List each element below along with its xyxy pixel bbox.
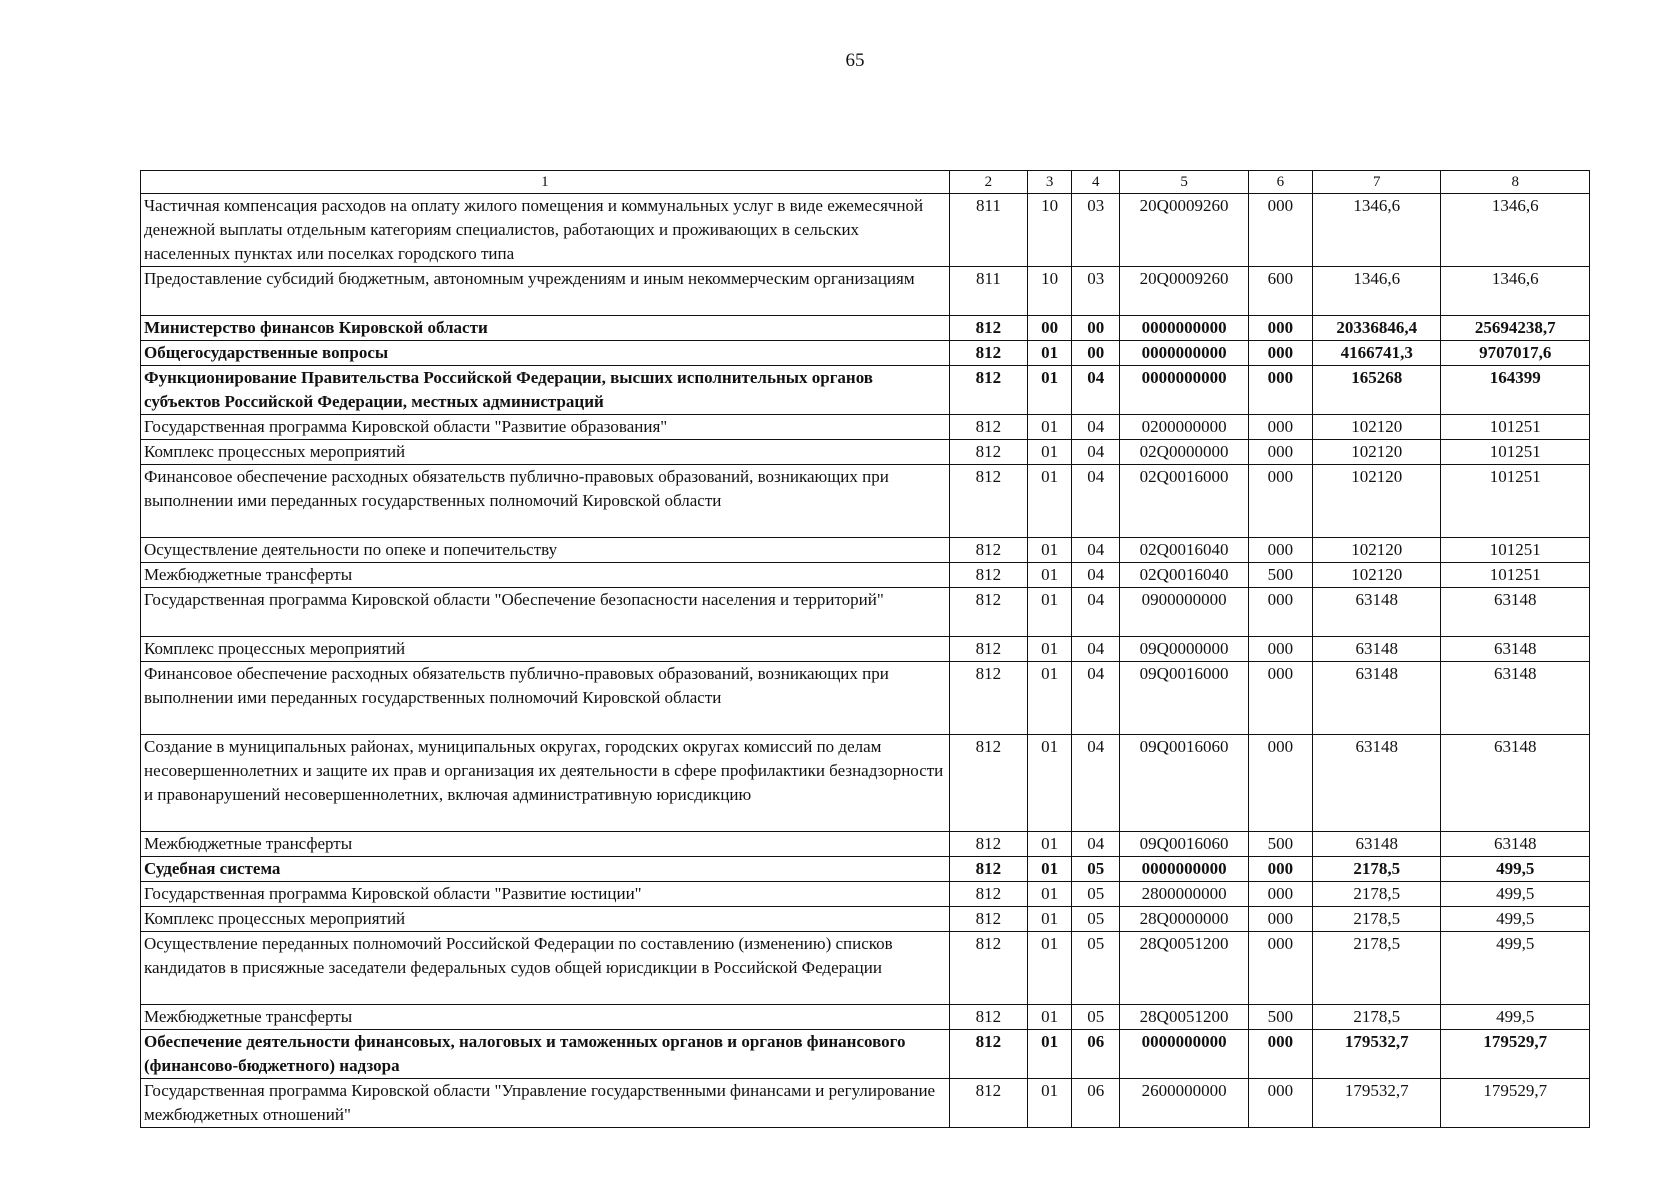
grbs-code-cell: 812 — [949, 366, 1027, 415]
row-name-cell: Предоставление субсидий бюджетным, автономным учреждениям и иным некоммерческим организациям — [141, 267, 950, 316]
amount-year1-cell: 63148 — [1313, 637, 1441, 662]
row-name-cell: Функционирование Правительства Российской Федерации, высших исполнительных органов субъектов Российской Федерации, местных администраций — [141, 366, 950, 415]
expense-type-cell: 500 — [1248, 1005, 1312, 1030]
row-name-cell: Судебная система — [141, 857, 950, 882]
target-article-cell: 0000000000 — [1120, 341, 1248, 366]
grbs-code-cell: 812 — [949, 662, 1027, 735]
page-number: 65 — [845, 50, 865, 71]
section-code-cell: 01 — [1028, 1030, 1072, 1079]
table-row — [141, 440, 1590, 465]
column-header: 2 — [949, 171, 1027, 194]
amount-year2-cell: 499,5 — [1441, 932, 1590, 1005]
amount-year2-cell: 101251 — [1441, 465, 1590, 538]
section-code-cell: 01 — [1028, 465, 1072, 538]
amount-year1-cell: 63148 — [1313, 662, 1441, 735]
amount-year1-cell: 63148 — [1313, 832, 1441, 857]
table-row — [141, 538, 1590, 563]
amount-year1-cell: 63148 — [1313, 735, 1441, 832]
grbs-code-cell: 812 — [949, 1079, 1027, 1128]
amount-year1-cell: 102120 — [1313, 563, 1441, 588]
target-article-cell: 2800000000 — [1120, 882, 1248, 907]
expense-type-cell: 000 — [1248, 662, 1312, 735]
section-code-cell: 01 — [1028, 832, 1072, 857]
subsection-code-cell: 04 — [1072, 735, 1120, 832]
column-header: 1 — [141, 171, 950, 194]
table-row — [141, 194, 1590, 267]
amount-year1-cell: 2178,5 — [1313, 932, 1441, 1005]
table-row — [141, 932, 1590, 1005]
section-code-cell: 10 — [1028, 267, 1072, 316]
row-name-cell: Частичная компенсация расходов на оплату жилого помещения и коммунальных услуг в виде ежемесячной денежной выплаты отдельным категориям специалистов, работающих и проживающих в сельских населенных пунктах или поселках городского типа — [141, 194, 950, 267]
expense-type-cell: 500 — [1248, 832, 1312, 857]
target-article-cell: 09Q0000000 — [1120, 637, 1248, 662]
grbs-code-cell: 812 — [949, 316, 1027, 341]
row-name-cell: Межбюджетные трансферты — [141, 563, 950, 588]
grbs-code-cell: 812 — [949, 637, 1027, 662]
table-row — [141, 637, 1590, 662]
table-row — [141, 857, 1590, 882]
expense-type-cell: 000 — [1248, 316, 1312, 341]
row-name-cell: Государственная программа Кировской области "Управление государственными финансами и регулирование межбюджетных отношений" — [141, 1079, 950, 1128]
amount-year1-cell: 2178,5 — [1313, 907, 1441, 932]
subsection-code-cell: 04 — [1072, 366, 1120, 415]
target-article-cell: 02Q0000000 — [1120, 440, 1248, 465]
section-code-cell: 01 — [1028, 366, 1072, 415]
subsection-code-cell: 03 — [1072, 194, 1120, 267]
subsection-code-cell: 04 — [1072, 538, 1120, 563]
subsection-code-cell: 05 — [1072, 907, 1120, 932]
subsection-code-cell: 04 — [1072, 563, 1120, 588]
amount-year2-cell: 101251 — [1441, 538, 1590, 563]
amount-year2-cell: 1346,6 — [1441, 194, 1590, 267]
section-code-cell: 01 — [1028, 932, 1072, 1005]
row-name-cell: Государственная программа Кировской области "Развитие образования" — [141, 415, 950, 440]
amount-year1-cell: 4166741,3 — [1313, 341, 1441, 366]
expense-type-cell: 000 — [1248, 735, 1312, 832]
subsection-code-cell: 04 — [1072, 588, 1120, 637]
expense-type-cell: 000 — [1248, 440, 1312, 465]
amount-year1-cell: 102120 — [1313, 415, 1441, 440]
subsection-code-cell: 03 — [1072, 267, 1120, 316]
row-name-cell: Обеспечение деятельности финансовых, налоговых и таможенных органов и органов финансового (финансово-бюджетного) надзора — [141, 1030, 950, 1079]
subsection-code-cell: 04 — [1072, 440, 1120, 465]
table-row — [141, 1079, 1590, 1128]
table-row — [141, 465, 1590, 538]
expense-type-cell: 000 — [1248, 637, 1312, 662]
column-header: 3 — [1028, 171, 1072, 194]
amount-year1-cell: 179532,7 — [1313, 1079, 1441, 1128]
table-row — [141, 662, 1590, 735]
amount-year1-cell: 102120 — [1313, 440, 1441, 465]
amount-year1-cell: 2178,5 — [1313, 857, 1441, 882]
row-name-cell: Осуществление деятельности по опеке и попечительству — [141, 538, 950, 563]
amount-year1-cell: 179532,7 — [1313, 1030, 1441, 1079]
table-header-row — [141, 171, 1590, 194]
row-name-cell: Государственная программа Кировской области "Обеспечение безопасности населения и территорий" — [141, 588, 950, 637]
section-code-cell: 01 — [1028, 1079, 1072, 1128]
row-name-cell: Министерство финансов Кировской области — [141, 316, 950, 341]
subsection-code-cell: 06 — [1072, 1030, 1120, 1079]
target-article-cell: 0000000000 — [1120, 1030, 1248, 1079]
section-code-cell: 01 — [1028, 882, 1072, 907]
grbs-code-cell: 812 — [949, 832, 1027, 857]
column-header: 4 — [1072, 171, 1120, 194]
expense-type-cell: 000 — [1248, 465, 1312, 538]
budget-table — [140, 170, 1590, 1128]
grbs-code-cell: 812 — [949, 882, 1027, 907]
table-row — [141, 588, 1590, 637]
table-row — [141, 1030, 1590, 1079]
amount-year1-cell: 102120 — [1313, 538, 1441, 563]
amount-year2-cell: 499,5 — [1441, 1005, 1590, 1030]
section-code-cell: 01 — [1028, 662, 1072, 735]
amount-year2-cell: 63148 — [1441, 588, 1590, 637]
section-code-cell: 01 — [1028, 415, 1072, 440]
table-row — [141, 316, 1590, 341]
target-article-cell: 28Q0000000 — [1120, 907, 1248, 932]
table-row — [141, 735, 1590, 832]
target-article-cell: 0000000000 — [1120, 316, 1248, 341]
target-article-cell: 09Q0016000 — [1120, 662, 1248, 735]
target-article-cell: 02Q0016040 — [1120, 563, 1248, 588]
amount-year1-cell: 2178,5 — [1313, 1005, 1441, 1030]
row-name-cell: Комплекс процессных мероприятий — [141, 637, 950, 662]
target-article-cell: 02Q0016040 — [1120, 538, 1248, 563]
target-article-cell: 2600000000 — [1120, 1079, 1248, 1128]
amount-year2-cell: 101251 — [1441, 415, 1590, 440]
amount-year2-cell: 499,5 — [1441, 857, 1590, 882]
section-code-cell: 01 — [1028, 341, 1072, 366]
amount-year2-cell: 101251 — [1441, 563, 1590, 588]
expense-type-cell: 000 — [1248, 932, 1312, 1005]
subsection-code-cell: 00 — [1072, 316, 1120, 341]
section-code-cell: 01 — [1028, 857, 1072, 882]
target-article-cell: 0900000000 — [1120, 588, 1248, 637]
target-article-cell: 0200000000 — [1120, 415, 1248, 440]
expense-type-cell: 000 — [1248, 415, 1312, 440]
subsection-code-cell: 04 — [1072, 637, 1120, 662]
amount-year2-cell: 179529,7 — [1441, 1030, 1590, 1079]
amount-year2-cell: 25694238,7 — [1441, 316, 1590, 341]
table-row — [141, 563, 1590, 588]
amount-year2-cell: 9707017,6 — [1441, 341, 1590, 366]
amount-year2-cell: 499,5 — [1441, 882, 1590, 907]
amount-year2-cell: 1346,6 — [1441, 267, 1590, 316]
subsection-code-cell: 05 — [1072, 1005, 1120, 1030]
expense-type-cell: 000 — [1248, 1030, 1312, 1079]
grbs-code-cell: 812 — [949, 440, 1027, 465]
table-row — [141, 341, 1590, 366]
grbs-code-cell: 811 — [949, 194, 1027, 267]
grbs-code-cell: 812 — [949, 415, 1027, 440]
grbs-code-cell: 812 — [949, 563, 1027, 588]
amount-year2-cell: 63148 — [1441, 662, 1590, 735]
row-name-cell: Государственная программа Кировской области "Развитие юстиции" — [141, 882, 950, 907]
grbs-code-cell: 812 — [949, 932, 1027, 1005]
row-name-cell: Финансовое обеспечение расходных обязательств публично-правовых образований, возникающих при выполнении ими переданных государственных полномочий Кировской области — [141, 465, 950, 538]
section-code-cell: 01 — [1028, 735, 1072, 832]
section-code-cell: 01 — [1028, 907, 1072, 932]
target-article-cell: 28Q0051200 — [1120, 932, 1248, 1005]
amount-year1-cell: 165268 — [1313, 366, 1441, 415]
subsection-code-cell: 04 — [1072, 832, 1120, 857]
table-row — [141, 882, 1590, 907]
column-header: 7 — [1313, 171, 1441, 194]
section-code-cell: 01 — [1028, 1005, 1072, 1030]
table-body — [141, 194, 1590, 1128]
subsection-code-cell: 05 — [1072, 857, 1120, 882]
amount-year2-cell: 164399 — [1441, 366, 1590, 415]
section-code-cell: 00 — [1028, 316, 1072, 341]
subsection-code-cell: 04 — [1072, 415, 1120, 440]
expense-type-cell: 000 — [1248, 857, 1312, 882]
row-name-cell: Комплекс процессных мероприятий — [141, 907, 950, 932]
row-name-cell: Межбюджетные трансферты — [141, 832, 950, 857]
column-header: 5 — [1120, 171, 1248, 194]
amount-year1-cell: 63148 — [1313, 588, 1441, 637]
subsection-code-cell: 04 — [1072, 662, 1120, 735]
expense-type-cell: 600 — [1248, 267, 1312, 316]
amount-year1-cell: 1346,6 — [1313, 267, 1441, 316]
subsection-code-cell: 06 — [1072, 1079, 1120, 1128]
target-article-cell: 09Q0016060 — [1120, 832, 1248, 857]
grbs-code-cell: 812 — [949, 538, 1027, 563]
row-name-cell: Общегосударственные вопросы — [141, 341, 950, 366]
grbs-code-cell: 811 — [949, 267, 1027, 316]
table-row — [141, 366, 1590, 415]
target-article-cell: 09Q0016060 — [1120, 735, 1248, 832]
grbs-code-cell: 812 — [949, 1030, 1027, 1079]
grbs-code-cell: 812 — [949, 735, 1027, 832]
expense-type-cell: 000 — [1248, 341, 1312, 366]
table-row — [141, 267, 1590, 316]
amount-year2-cell: 179529,7 — [1441, 1079, 1590, 1128]
expense-type-cell: 000 — [1248, 538, 1312, 563]
amount-year2-cell: 63148 — [1441, 832, 1590, 857]
subsection-code-cell: 05 — [1072, 882, 1120, 907]
column-header: 6 — [1248, 171, 1312, 194]
amount-year2-cell: 499,5 — [1441, 907, 1590, 932]
expense-type-cell: 000 — [1248, 907, 1312, 932]
amount-year2-cell: 63148 — [1441, 637, 1590, 662]
grbs-code-cell: 812 — [949, 857, 1027, 882]
row-name-cell: Комплекс процессных мероприятий — [141, 440, 950, 465]
subsection-code-cell: 04 — [1072, 465, 1120, 538]
amount-year1-cell: 2178,5 — [1313, 882, 1441, 907]
grbs-code-cell: 812 — [949, 341, 1027, 366]
row-name-cell: Межбюджетные трансферты — [141, 1005, 950, 1030]
amount-year2-cell: 101251 — [1441, 440, 1590, 465]
row-name-cell: Осуществление переданных полномочий Российской Федерации по составлению (изменению) списков кандидатов в присяжные заседатели федеральных судов общей юрисдикции в Российской Федерации — [141, 932, 950, 1005]
table-row — [141, 1005, 1590, 1030]
table-row — [141, 907, 1590, 932]
amount-year1-cell: 20336846,4 — [1313, 316, 1441, 341]
amount-year1-cell: 102120 — [1313, 465, 1441, 538]
amount-year1-cell: 1346,6 — [1313, 194, 1441, 267]
expense-type-cell: 000 — [1248, 1079, 1312, 1128]
expense-type-cell: 000 — [1248, 588, 1312, 637]
table-row — [141, 832, 1590, 857]
section-code-cell: 01 — [1028, 440, 1072, 465]
expense-type-cell: 500 — [1248, 563, 1312, 588]
expense-type-cell: 000 — [1248, 194, 1312, 267]
section-code-cell: 01 — [1028, 637, 1072, 662]
row-name-cell: Создание в муниципальных районах, муниципальных округах, городских округах комиссий по делам несовершеннолетних и защите их прав и организация их деятельности в сфере профилактики безнадзорности и правонарушений несовершеннолетних, включая административную юрисдикцию — [141, 735, 950, 832]
target-article-cell: 20Q0009260 — [1120, 267, 1248, 316]
target-article-cell: 0000000000 — [1120, 366, 1248, 415]
target-article-cell: 0000000000 — [1120, 857, 1248, 882]
subsection-code-cell: 00 — [1072, 341, 1120, 366]
grbs-code-cell: 812 — [949, 465, 1027, 538]
target-article-cell: 28Q0051200 — [1120, 1005, 1248, 1030]
amount-year2-cell: 63148 — [1441, 735, 1590, 832]
section-code-cell: 10 — [1028, 194, 1072, 267]
section-code-cell: 01 — [1028, 588, 1072, 637]
subsection-code-cell: 05 — [1072, 932, 1120, 1005]
grbs-code-cell: 812 — [949, 588, 1027, 637]
expense-type-cell: 000 — [1248, 882, 1312, 907]
row-name-cell: Финансовое обеспечение расходных обязательств публично-правовых образований, возникающих при выполнении ими переданных государственных полномочий Кировской области — [141, 662, 950, 735]
grbs-code-cell: 812 — [949, 1005, 1027, 1030]
section-code-cell: 01 — [1028, 563, 1072, 588]
section-code-cell: 01 — [1028, 538, 1072, 563]
target-article-cell: 20Q0009260 — [1120, 194, 1248, 267]
column-header: 8 — [1441, 171, 1590, 194]
target-article-cell: 02Q0016000 — [1120, 465, 1248, 538]
expense-type-cell: 000 — [1248, 366, 1312, 415]
table-row — [141, 415, 1590, 440]
grbs-code-cell: 812 — [949, 907, 1027, 932]
